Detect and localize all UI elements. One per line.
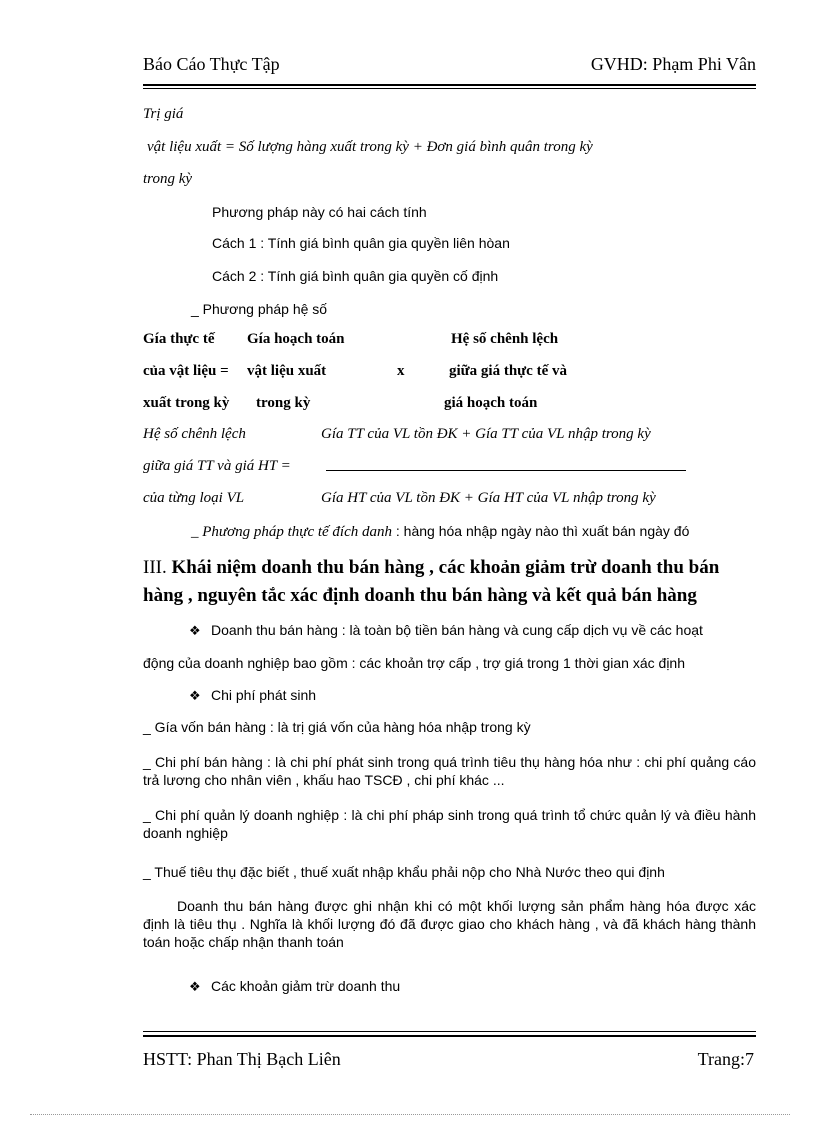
coef-method-label: _ Phương pháp hệ số xyxy=(191,301,328,317)
costs-heading xyxy=(189,687,316,704)
cost-item-1: _ Gía vốn bán hàng : là trị giá vốn của hàng hóa nhập trong kỳ xyxy=(143,719,531,735)
formula1-line1: Trị giá xyxy=(143,106,184,122)
section-number: III. xyxy=(143,557,167,578)
cost-item-4: _ Thuế tiêu thụ đặc biết , thuế xuất nhập khẩu phải nộp cho Nhà Nước theo qui định xyxy=(143,864,665,880)
diamond-bullet-icon: ❖ xyxy=(189,623,201,638)
formula2-r1c1: Gía thực tế xyxy=(143,331,215,347)
formula2-r2c1: của vật liệu = xyxy=(143,363,229,379)
formula2-r1c4: Hệ số chênh lệch xyxy=(451,331,559,347)
formula1-line2: vật liệu xuất = Số lượng hàng xuất trong kỳ + Đơn giá bình quân trong kỳ xyxy=(147,139,593,155)
method-way2: Cách 2 : Tính giá bình quân gia quyền cố định xyxy=(212,268,499,284)
formula3-label2: giữa giá TT và giá HT = xyxy=(143,458,291,474)
formula3-label1: Hệ số chênh lệch xyxy=(143,426,246,442)
formula2-r3c1: xuất trong kỳ xyxy=(143,395,230,411)
header-left: Báo Cáo Thực Tập xyxy=(143,54,280,74)
header-right: GVHD: Phạm Phi Vân xyxy=(590,54,756,74)
formula2-r3c2: trong kỳ xyxy=(256,395,311,411)
diamond-bullet-icon: ❖ xyxy=(189,979,201,994)
specific-method-text: : hàng hóa nhập ngày nào thì xuất bán ngày đó xyxy=(392,523,690,539)
deductions-heading xyxy=(189,978,400,995)
revenue-line1 xyxy=(189,622,703,639)
footer-left: HSTT: Phan Thị Bạch Liên xyxy=(143,1049,341,1069)
methods-intro: Phương pháp này có hai cách tính xyxy=(212,204,427,220)
footer-page-number: Trang:7 xyxy=(697,1049,754,1069)
specific-method-label: _ Phương pháp thực tế đích danh xyxy=(191,524,393,540)
footer-rule-thin xyxy=(143,1031,756,1032)
formula2-multiply: x xyxy=(397,363,405,379)
cost-item-3: _ Chi phí quản lý doanh nghiệp : là chi phí pháp sinh trong quá trình tổ chức quản lý và điều hành doanh nghiệp xyxy=(143,807,756,841)
formula1-line3: trong kỳ xyxy=(143,171,193,187)
fraction-bar xyxy=(326,470,686,471)
diamond-bullet-icon: ❖ xyxy=(189,688,201,703)
section-heading xyxy=(143,554,763,610)
method-way1: Cách 1 : Tính giá bình quân gia quyền liên hòan xyxy=(212,235,510,251)
revenue-line2: động của doanh nghiệp bao gồm : các khoản trợ cấp , trợ giá trong 1 thời gian xác định xyxy=(143,655,686,671)
section-title: Khái niệm doanh thu bán hàng , các khoản giảm trừ doanh thu bán hàng , nguyên tắc xác định doanh thu bán hàng và kết quả bán hàng xyxy=(143,557,720,606)
footer-rule xyxy=(143,1035,756,1037)
revenue-text1: Doanh thu bán hàng : là toàn bộ tiền bán hàng và cung cấp dịch vụ về các hoạt xyxy=(211,622,703,638)
formula3-numerator: Gía TT của VL tồn ĐK + Gía TT của VL nhập trong kỳ xyxy=(321,426,651,442)
specific-method xyxy=(191,523,689,541)
costs-heading-text: Chi phí phát sinh xyxy=(211,687,317,703)
recognition-paragraph: Doanh thu bán hàng được ghi nhận khi có một khối lượng sản phẩm hàng hóa được xác định là tiêu thụ . Nghĩa là khối lượng đó đã được giao cho khách hàng , và đã khách hàng thành toán hoặc chấp nhận thanh toán xyxy=(143,898,756,950)
formula2-r1c2: Gía hoạch toán xyxy=(247,331,345,347)
cost-item-2: _ Chi phí bán hàng : là chi phí phát sinh trong quá trình tiêu thụ hàng hóa như : chi phí quảng cáo trả lương cho nhân viên , khấu hao TSCĐ , chi phí khác ... xyxy=(143,754,756,788)
page-bottom-border xyxy=(30,1114,790,1115)
deductions-text: Các khoản giảm trừ doanh thu xyxy=(211,978,401,994)
header-rule xyxy=(143,84,756,86)
formula2-r2c4: giữa giá thực tế và xyxy=(449,363,567,379)
formula2-r2c2: vật liệu xuất xyxy=(247,363,327,379)
formula3-denominator: Gía HT của VL tồn ĐK + Gía HT của VL nhập trong kỳ xyxy=(321,490,656,506)
formula3-label3: của từng loại VL xyxy=(143,490,245,506)
formula2-r3c4: giá hoạch toán xyxy=(444,395,538,411)
header-rule-thin xyxy=(143,88,756,89)
